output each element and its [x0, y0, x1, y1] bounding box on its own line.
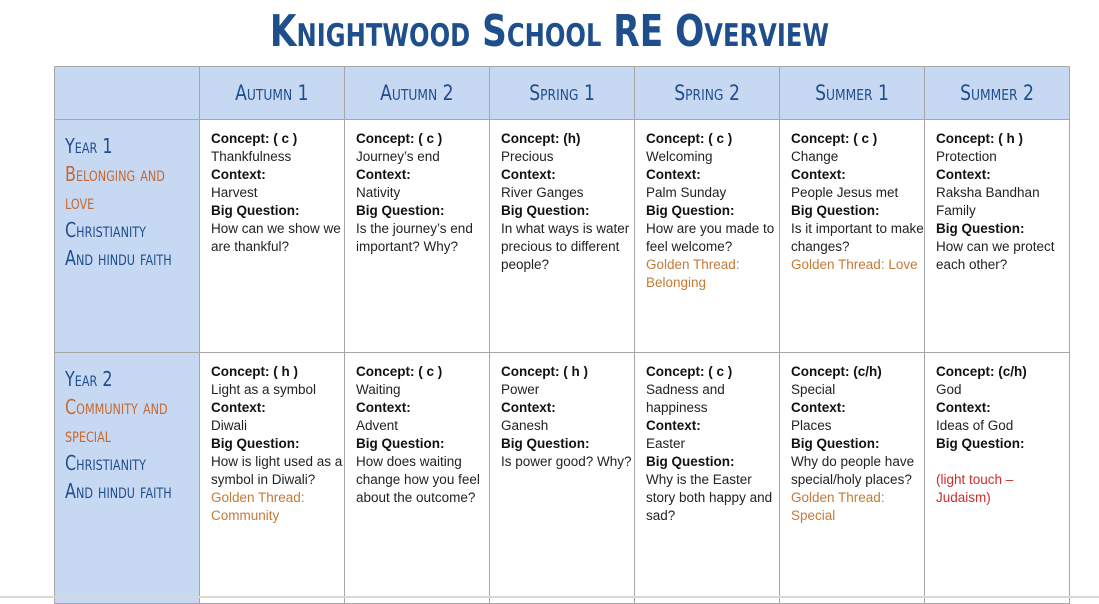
context-value: Ganesh	[501, 418, 549, 433]
header-summer-1	[780, 67, 925, 120]
big-question-value: How are you made to feel welcome?	[646, 221, 775, 254]
header-spring-2	[635, 67, 780, 120]
context-label: Context:	[211, 400, 266, 415]
faith-label: And hindu faith	[65, 246, 172, 270]
term-cell	[925, 353, 1070, 604]
term-cell	[490, 120, 635, 353]
golden-thread: Golden Thread: Special	[791, 490, 885, 523]
context-label: Context:	[356, 400, 411, 415]
context-label: Context:	[936, 400, 991, 415]
concept-value: Sadness and happiness	[646, 382, 725, 415]
context-value: Raksha Bandhan Family	[936, 185, 1040, 218]
faith-label: Christianity	[65, 218, 146, 242]
concept-label: Concept: ( c )	[211, 131, 298, 146]
big-question-label: Big Question:	[936, 436, 1025, 451]
big-question-label: Big Question:	[936, 221, 1025, 236]
year-label-cell	[55, 353, 200, 604]
big-question-value: How does waiting change how you feel about the outcome?	[356, 454, 480, 505]
page-title: Knightwood School RE Overview	[269, 6, 830, 57]
context-value: Places	[791, 418, 832, 433]
concept-value: God	[936, 382, 962, 397]
concept-value: Journey’s end	[356, 149, 440, 164]
concept-label: Concept: ( h )	[936, 131, 1023, 146]
big-question-value: How is light used as a symbol in Diwali?	[211, 454, 343, 487]
golden-thread: Golden Thread: Community	[211, 490, 305, 523]
term-cell	[345, 353, 490, 604]
theme-label: Community and	[65, 395, 168, 419]
concept-label: Concept: (c/h)	[791, 364, 882, 379]
faith-label: Christianity	[65, 451, 146, 475]
corner-cell	[55, 67, 200, 120]
faith-label: And hindu faith	[65, 479, 172, 503]
term-cell	[635, 120, 780, 353]
year-label: Year 2	[65, 367, 113, 391]
context-value: River Ganges	[501, 185, 584, 200]
term-cell	[200, 353, 345, 604]
term-cell	[490, 353, 635, 604]
header-label: Autumn 1	[235, 81, 309, 105]
term-cell	[925, 120, 1070, 353]
context-value: People Jesus met	[791, 185, 899, 200]
big-question-value: Is it important to make changes?	[791, 221, 924, 254]
context-label: Context:	[646, 418, 701, 433]
concept-label: Concept: ( c )	[791, 131, 878, 146]
big-question-label: Big Question:	[501, 436, 590, 451]
concept-label: Concept: ( c )	[646, 364, 733, 379]
context-label: Context:	[501, 400, 556, 415]
concept-label: Concept: (c/h)	[936, 364, 1027, 379]
big-question-value: Why do people have special/holy places?	[791, 454, 915, 487]
concept-value: Precious	[501, 149, 554, 164]
header-autumn-1	[200, 67, 345, 120]
context-label: Context:	[936, 167, 991, 182]
context-value: Harvest	[211, 185, 258, 200]
context-label: Context:	[646, 167, 701, 182]
header-label: Summer 1	[815, 81, 889, 105]
big-question-value: In what ways is water precious to different people?	[501, 221, 630, 272]
context-value: Easter	[646, 436, 686, 451]
term-cell	[635, 353, 780, 604]
big-question-value: Is the journey’s end important? Why?	[356, 221, 473, 254]
header-label: Spring 1	[529, 81, 595, 105]
context-value: Palm Sunday	[646, 185, 727, 200]
big-question-label: Big Question:	[356, 436, 445, 451]
theme-label: Belonging and	[65, 162, 165, 186]
context-value: Ideas of God	[936, 418, 1014, 433]
big-question-label: Big Question:	[646, 454, 735, 469]
theme-label: love	[65, 190, 95, 214]
year-row	[55, 353, 1070, 604]
concept-value: Power	[501, 382, 540, 397]
big-question-label: Big Question:	[791, 203, 880, 218]
context-label: Context:	[501, 167, 556, 182]
big-question-label: Big Question:	[791, 436, 880, 451]
header-label: Summer 2	[960, 81, 1034, 105]
header-label: Spring 2	[674, 81, 740, 105]
concept-value: Light as a symbol	[211, 382, 317, 397]
concept-value: Waiting	[356, 382, 401, 397]
golden-thread: Golden Thread: Belonging	[646, 257, 740, 290]
concept-value: Welcoming	[646, 149, 713, 164]
overview-table	[54, 66, 1070, 604]
year-label-cell	[55, 120, 200, 353]
big-question-label: Big Question:	[356, 203, 445, 218]
big-question-value: How can we protect each other?	[936, 239, 1055, 272]
big-question-label: Big Question:	[211, 203, 300, 218]
context-label: Context:	[791, 167, 846, 182]
term-cell	[200, 120, 345, 353]
concept-label: Concept: ( h )	[501, 364, 588, 379]
context-value: Nativity	[356, 185, 401, 200]
concept-label: Concept: ( c )	[646, 131, 733, 146]
term-cell	[345, 120, 490, 353]
term-cell	[780, 120, 925, 353]
context-value: Diwali	[211, 418, 248, 433]
header-spring-1	[490, 67, 635, 120]
big-question-value: How can we show we are thankful?	[211, 221, 341, 254]
big-question-label: Big Question:	[501, 203, 590, 218]
header-summer-2	[925, 67, 1070, 120]
big-question-value: Why is the Easter story both happy and sad?	[646, 472, 773, 523]
concept-value: Thankfulness	[211, 149, 292, 164]
big-question-label: Big Question:	[211, 436, 300, 451]
concept-label: Concept: ( h )	[211, 364, 298, 379]
golden-thread: Golden Thread: Love	[791, 257, 918, 272]
concept-value: Protection	[936, 149, 997, 164]
concept-label: Concept: ( c )	[356, 131, 443, 146]
note-text: (light touch – Judaism)	[936, 472, 1014, 505]
big-question-label: Big Question:	[646, 203, 735, 218]
year-label: Year 1	[65, 134, 113, 158]
year-row	[55, 120, 1070, 353]
header-autumn-2	[345, 67, 490, 120]
header-label: Autumn 2	[380, 81, 454, 105]
header-row	[55, 67, 1070, 120]
context-label: Context:	[356, 167, 411, 182]
concept-value: Special	[791, 382, 836, 397]
concept-label: Concept: (h)	[501, 131, 581, 146]
big-question-value: Is power good? Why?	[501, 454, 632, 469]
concept-label: Concept: ( c )	[356, 364, 443, 379]
context-label: Context:	[791, 400, 846, 415]
concept-value: Change	[791, 149, 839, 164]
context-value: Advent	[356, 418, 399, 433]
context-label: Context:	[211, 167, 266, 182]
theme-label: special	[65, 423, 111, 447]
term-cell	[780, 353, 925, 604]
